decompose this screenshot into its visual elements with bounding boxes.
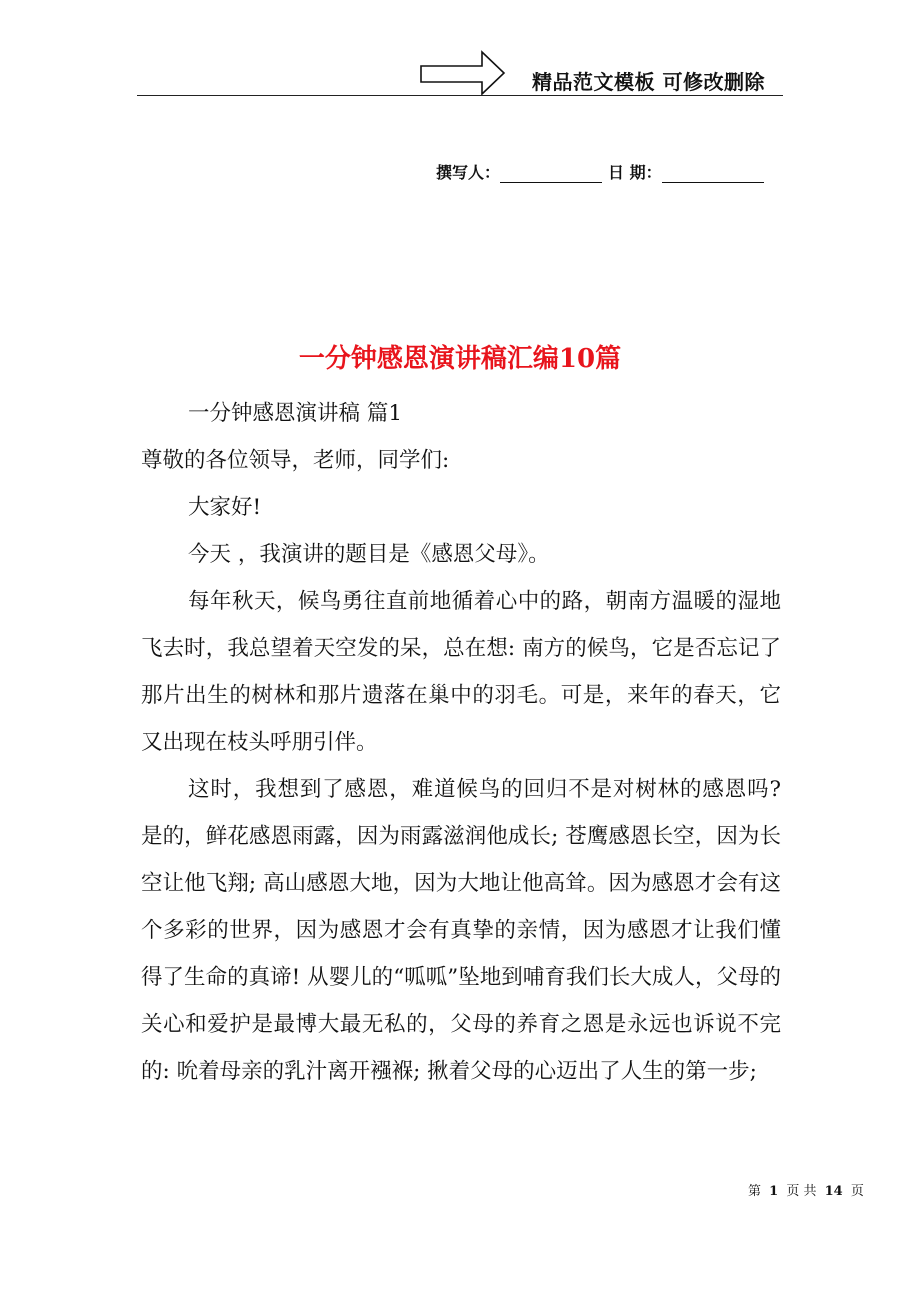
document-body (141, 390, 781, 1095)
date-label: 日 期： (608, 163, 662, 182)
sign-row (436, 160, 764, 183)
document-title: 一分钟感恩演讲稿汇编10篇 (298, 344, 622, 374)
date-blank-line (662, 162, 764, 183)
hello-line: 大家好! (188, 495, 262, 520)
footer-current-page: 1 (769, 1184, 779, 1199)
footer-total-pages: 14 (824, 1184, 843, 1199)
footer-suffix: 页 (850, 1184, 864, 1199)
greeting: 尊敬的各位领导，老师，同学们: (141, 448, 450, 473)
paragraph-1: 每年秋天，候鸟勇往直前地循着心中的路，朝南方温暖的湿地飞去时，我总望着天空发的呆，总在想: 南方的候鸟，它是否忘记了那片出生的树林和那片遗落在巢中的羽毛。可是，来年的春天，它又出现在枝头呼朋引伴。 (141, 589, 781, 755)
writer-label: 撰写人： (436, 163, 501, 182)
footer-prefix: 第 (748, 1184, 762, 1199)
page-footer (748, 1180, 868, 1199)
topic-line: 今天 ，我演讲的题目是《感恩父母》。 (188, 542, 550, 567)
header-brand: 精品范文模板 可修改删除 (532, 70, 765, 94)
writer-blank-line (500, 162, 602, 183)
paragraph-2: 这时，我想到了感恩，难道候鸟的回归不是对树林的感恩吗? 是的，鲜花感恩雨露，因为雨露滋润他成长; 苍鹰感恩长空，因为长空让他飞翔; 高山感恩大地，因为大地让他高耸。因为感恩才会有这个多彩的世界，因为感恩才会有真挚的亲情，因为感恩才让我们懂得了生命的真谛! 从婴儿的“呱呱”坠地到哺育我们长大成人，父母的关心和爱护是最博大最无私的，父母的养育之恩是永远也诉说不完的: 吮着母亲的乳汁离开襁褓; 揪着父母的心迈出了人生的第一步; (141, 777, 781, 1084)
section-heading: 一分钟感恩演讲稿 篇1 (188, 401, 403, 426)
footer-middle: 页 共 (786, 1184, 817, 1199)
header-divider (137, 95, 783, 96)
right-arrow-outline-icon (420, 50, 506, 96)
